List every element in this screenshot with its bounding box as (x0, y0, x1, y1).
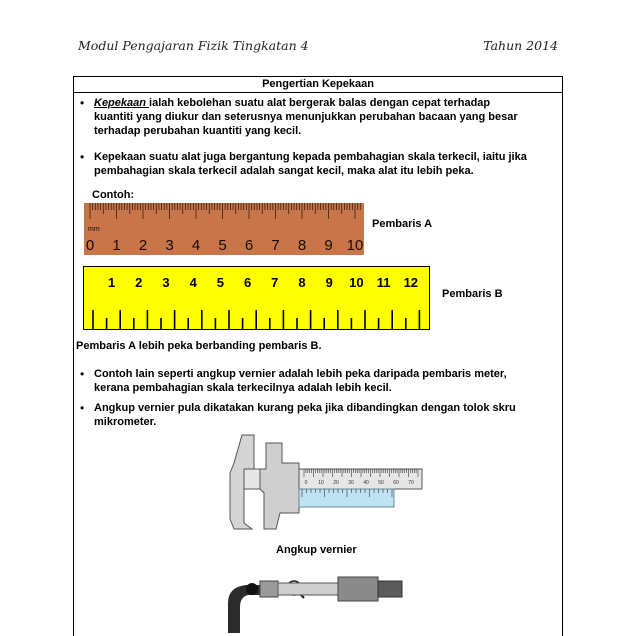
micrometer-thimble (338, 577, 378, 601)
bullet-dot: • (80, 367, 85, 381)
bullet-1-line-3: terhadap perubahan kuantiti yang kecil. (94, 125, 302, 137)
ruler-b-number: 12 (403, 275, 419, 290)
bullet-dot: • (80, 150, 85, 164)
bullet-3 (94, 367, 554, 395)
ruler-b-number: 8 (298, 275, 306, 290)
ruler-b-number: 10 (349, 275, 364, 290)
ruler-b-number: 9 (325, 275, 333, 290)
vernier-window (299, 489, 394, 507)
vernier-sliding-jaw (260, 443, 299, 529)
comparison-statement: Pembaris A lebih peka berbanding pembaris B. (76, 340, 322, 352)
vernier-caliper-image (224, 433, 424, 533)
ruler-a-number: 7 (271, 237, 280, 254)
bullet-2-line-1: Kepekaan suatu alat juga bergantung kepada pembahagian skala terkecil, iaitu jika (94, 151, 527, 163)
bullet-4 (94, 401, 554, 429)
vernier-number: 20 (333, 480, 339, 486)
ruler-a-number: 0 (85, 237, 95, 254)
contoh-label: Contoh: (92, 189, 135, 201)
ruler-b-number: 7 (271, 275, 279, 290)
bullet-3-line-1: Contoh lain seperti angkup vernier adalah lebih peka daripada pembaris meter, (94, 368, 507, 380)
ruler-a-number: 8 (297, 237, 307, 254)
vernier-number: 40 (363, 480, 369, 486)
ruler-a-number: 1 (112, 237, 121, 254)
ruler-b-number: 5 (216, 275, 225, 290)
section-title: Pengertian Kepekaan (74, 77, 562, 93)
bullet-1 (94, 96, 554, 138)
ruler-a-number: 10 (346, 237, 364, 254)
ruler-a (84, 203, 364, 255)
ruler-b-number: 11 (376, 275, 391, 290)
micrometer-image (222, 573, 412, 633)
bullet-3-line-2: kerana pembahagian skala terkecilnya adalah lebih kecil. (94, 382, 392, 394)
micrometer-sleeve (278, 583, 338, 595)
bullet-2-line-2: pembahagian skala terkecil adalah sangat kecil, maka alat itu lebih peka. (94, 165, 474, 177)
vernier-number: 70 (408, 480, 414, 486)
vernier-number: 10 (318, 480, 324, 486)
content-box (73, 76, 563, 636)
ruler-b-number: 3 (162, 275, 170, 290)
ruler-a-unit: mm (88, 226, 100, 233)
ruler-b-label: Pembaris B (442, 288, 503, 300)
bullet-dot: • (80, 401, 85, 415)
bullet-1-line-1: ialah kebolehan suatu alat bergerak balas dengan cepat terhadap (149, 97, 491, 109)
vernier-caption: Angkup vernier (276, 544, 357, 556)
header-title: Modul Pengajaran Fizik Tingkatan 4 (78, 38, 309, 53)
bullet-4-line-2: mikrometer. (94, 416, 157, 428)
ruler-a-number: 4 (191, 237, 201, 254)
vernier-number: 60 (393, 480, 399, 486)
vernier-number: 0 (304, 480, 308, 486)
micrometer-anvil (246, 583, 258, 595)
micrometer-lock (260, 581, 278, 597)
bullet-1-line-2: kuantiti yang diukur dan seterusnya menunjukkan perubahan bacaan yang besar (94, 111, 518, 123)
ruler-a-number: 5 (218, 237, 227, 254)
vernier-number: 50 (378, 480, 384, 486)
ruler-b-number: 1 (107, 275, 116, 290)
ruler-b (83, 266, 430, 330)
ruler-a-number: 3 (165, 237, 174, 254)
micrometer-ratchet (378, 581, 402, 597)
bullet-dot: • (80, 96, 85, 110)
header-year: Tahun 2014 (483, 38, 558, 53)
ruler-b-number: 2 (135, 275, 143, 290)
bullet-4-line-1: Angkup vernier pula dikatakan kurang peka jika dibandingkan dengan tolok skru (94, 402, 516, 414)
ruler-a-number: 9 (324, 237, 333, 254)
kepekaan-term: Kepekaan (94, 97, 150, 109)
page-header (78, 38, 558, 56)
ruler-a-label: Pembaris A (372, 218, 433, 230)
ruler-b-number: 6 (243, 275, 252, 290)
ruler-b-number: 4 (189, 275, 197, 290)
vernier-number: 30 (348, 480, 354, 486)
ruler-a-number: 2 (138, 237, 148, 254)
ruler-a-number: 6 (244, 237, 254, 254)
bullet-2 (94, 150, 554, 178)
